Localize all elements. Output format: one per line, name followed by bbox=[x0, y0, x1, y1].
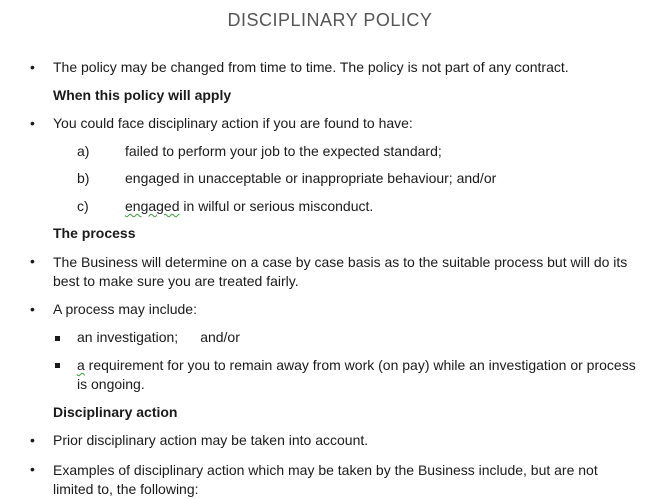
bullet-icon: • bbox=[30, 59, 35, 75]
page-title: DISCIPLINARY POLICY bbox=[227, 10, 433, 30]
section-heading: The process bbox=[53, 225, 136, 241]
sub-list-text bbox=[125, 198, 373, 214]
bullet-icon: • bbox=[30, 253, 35, 269]
paragraph-text: You could face disciplinary action if you are found to have: bbox=[53, 115, 413, 131]
square-bullet-icon bbox=[55, 363, 60, 368]
sub-list-text-tail: and/or bbox=[200, 329, 240, 345]
spellcheck-word[interactable]: engaged bbox=[125, 198, 180, 214]
square-bullet-icon bbox=[55, 336, 60, 341]
paragraph-text: Prior disciplinary action may be taken into account. bbox=[53, 432, 369, 448]
sub-list-label: b) bbox=[77, 170, 90, 186]
bullet-icon: • bbox=[30, 115, 35, 131]
paragraph-text: The Business will determine on a case by case basis as to the suitable process but will do its best to make sure you are treated fairly. bbox=[53, 254, 628, 289]
sub-list-label: a) bbox=[77, 143, 90, 159]
bullet-icon: • bbox=[30, 461, 35, 477]
section-heading: Disciplinary action bbox=[53, 404, 178, 420]
sub-list-text-main: an investigation; bbox=[77, 329, 179, 345]
paragraph-text: The policy may be changed from time to time. The policy is not part of any contract. bbox=[53, 59, 569, 75]
paragraph-text: Examples of disciplinary action which may be taken by the Business include, but are not limited to, the following: bbox=[53, 462, 598, 497]
bullet-icon: • bbox=[30, 432, 35, 448]
sub-list-label: c) bbox=[77, 198, 89, 214]
sub-list-text-rest: requirement for you to remain away from work (on pay) while an investigation or process is ongoing. bbox=[77, 357, 636, 392]
spellcheck-word[interactable]: a bbox=[77, 357, 85, 373]
paragraph-text: A process may include: bbox=[53, 301, 197, 317]
sub-list-text bbox=[77, 356, 637, 394]
sub-list-text: engaged in unacceptable or inappropriate behaviour; and/or bbox=[125, 170, 497, 186]
bullet-icon: • bbox=[30, 301, 35, 317]
sub-list-text: failed to perform your job to the expected standard; bbox=[125, 143, 442, 159]
sub-list-text bbox=[77, 329, 240, 345]
sub-list-text-rest: in wilful or serious misconduct. bbox=[179, 198, 374, 214]
section-heading: When this policy will apply bbox=[53, 87, 232, 103]
